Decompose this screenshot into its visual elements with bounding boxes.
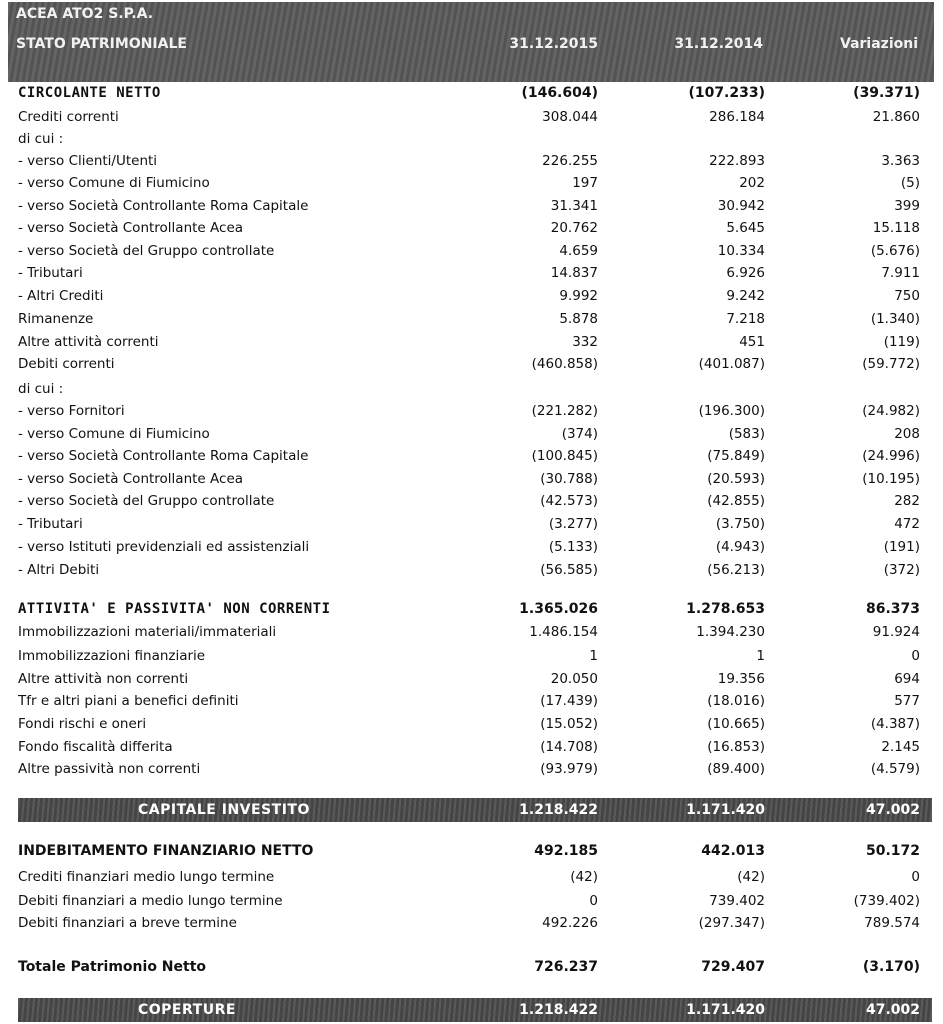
value-2015: 226.255 bbox=[542, 153, 598, 169]
row-label: Immobilizzazioni finanziarie bbox=[18, 648, 206, 664]
value-2014: 6.926 bbox=[726, 265, 765, 281]
row-label: di cui : bbox=[18, 381, 64, 397]
value-2014: 19.356 bbox=[717, 671, 765, 687]
value-2015: 197 bbox=[572, 175, 598, 191]
value-2015: 1.365.026 bbox=[519, 601, 598, 617]
value-2014: (583) bbox=[728, 426, 765, 442]
value-2014: 202 bbox=[739, 175, 765, 191]
value-2014: (18.016) bbox=[707, 693, 765, 709]
value-variazioni: 91.924 bbox=[872, 624, 920, 640]
row-label: - verso Società del Gruppo controllate bbox=[18, 493, 275, 509]
value-variazioni: (5) bbox=[900, 175, 920, 191]
band-label: CAPITALE INVESTITO bbox=[138, 802, 310, 818]
row-label: - verso Società Controllante Acea bbox=[18, 471, 244, 487]
value-2015: (56.585) bbox=[540, 562, 598, 578]
band-label: COPERTURE bbox=[138, 1002, 236, 1018]
value-variazioni: (4.579) bbox=[870, 761, 920, 777]
band-value-2014: 1.171.420 bbox=[686, 802, 765, 818]
table-row bbox=[18, 912, 924, 934]
column-header-variazioni: Variazioni bbox=[840, 36, 918, 52]
table-row bbox=[18, 490, 924, 512]
value-2014: (20.593) bbox=[707, 471, 765, 487]
table-row bbox=[18, 285, 924, 307]
table-row bbox=[18, 217, 924, 239]
row-label: - Altri Crediti bbox=[18, 288, 104, 304]
table-row bbox=[18, 195, 924, 217]
value-2014: (196.300) bbox=[698, 403, 765, 419]
table-row bbox=[18, 150, 924, 172]
table-row bbox=[18, 690, 924, 712]
row-label: - verso Comune di Fiumicino bbox=[18, 175, 210, 191]
value-variazioni: 50.172 bbox=[865, 843, 920, 859]
value-variazioni: 399 bbox=[894, 198, 920, 214]
row-label: - verso Società Controllante Roma Capitale bbox=[18, 448, 309, 464]
value-2015: 308.044 bbox=[542, 109, 598, 125]
table-row bbox=[18, 128, 924, 150]
value-2015: 20.762 bbox=[550, 220, 598, 236]
value-variazioni: 472 bbox=[894, 516, 920, 532]
table-row bbox=[18, 536, 924, 558]
value-2014: (89.400) bbox=[707, 761, 765, 777]
table-row bbox=[18, 308, 924, 330]
value-2015: (221.282) bbox=[531, 403, 598, 419]
value-2015: 492.185 bbox=[534, 843, 598, 859]
band-value-2015: 1.218.422 bbox=[519, 1002, 598, 1018]
table-row bbox=[18, 378, 924, 400]
table-row bbox=[18, 668, 924, 690]
value-variazioni: 86.373 bbox=[865, 601, 920, 617]
row-label: - verso Comune di Fiumicino bbox=[18, 426, 210, 442]
table-row bbox=[18, 331, 924, 353]
value-2014: 1.278.653 bbox=[686, 601, 765, 617]
value-2014: (107.233) bbox=[688, 85, 765, 101]
row-label: di cui : bbox=[18, 131, 64, 147]
value-2015: 9.992 bbox=[559, 288, 598, 304]
table-row bbox=[18, 445, 924, 467]
value-2015: (42.573) bbox=[540, 493, 598, 509]
value-variazioni: 3.363 bbox=[881, 153, 920, 169]
table-row bbox=[18, 423, 924, 445]
row-label: Immobilizzazioni materiali/immateriali bbox=[18, 624, 277, 640]
value-2014: 286.184 bbox=[709, 109, 765, 125]
value-2014: (401.087) bbox=[698, 356, 765, 372]
value-2014: 7.218 bbox=[726, 311, 765, 327]
band-value-2015: 1.218.422 bbox=[519, 802, 598, 818]
value-2015: (460.858) bbox=[531, 356, 598, 372]
value-variazioni: 0 bbox=[911, 648, 920, 664]
value-2014: 442.013 bbox=[701, 843, 765, 859]
section-total-row bbox=[18, 956, 924, 978]
value-2015: 0 bbox=[589, 893, 598, 909]
value-2015: (5.133) bbox=[548, 539, 598, 555]
value-variazioni: (4.387) bbox=[870, 716, 920, 732]
row-label: Debiti finanziari a medio lungo termine bbox=[18, 893, 283, 909]
value-2014: 739.402 bbox=[709, 893, 765, 909]
row-label: CIRCOLANTE NETTO bbox=[18, 85, 161, 101]
table-row bbox=[18, 240, 924, 262]
row-label: Crediti correnti bbox=[18, 109, 119, 125]
value-variazioni: 750 bbox=[894, 288, 920, 304]
value-2014: (16.853) bbox=[707, 739, 765, 755]
value-variazioni: 2.145 bbox=[881, 739, 920, 755]
value-2014: 222.893 bbox=[709, 153, 765, 169]
value-2014: 9.242 bbox=[726, 288, 765, 304]
row-label: - verso Clienti/Utenti bbox=[18, 153, 158, 169]
value-2015: 1.486.154 bbox=[529, 624, 598, 640]
row-label: Totale Patrimonio Netto bbox=[18, 959, 207, 975]
row-label: Fondo fiscalità differita bbox=[18, 739, 173, 755]
row-label: - verso Fornitori bbox=[18, 403, 125, 419]
value-variazioni: (59.772) bbox=[862, 356, 920, 372]
row-label: - Altri Debiti bbox=[18, 562, 100, 578]
value-2014: 451 bbox=[739, 334, 765, 350]
value-2014: 5.645 bbox=[726, 220, 765, 236]
value-2014: (75.849) bbox=[707, 448, 765, 464]
value-2014: 10.334 bbox=[717, 243, 765, 259]
value-2014: 1.394.230 bbox=[696, 624, 765, 640]
value-2014: (42) bbox=[737, 869, 765, 885]
value-2014: 1 bbox=[756, 648, 765, 664]
value-variazioni: (5.676) bbox=[870, 243, 920, 259]
value-variazioni: 0 bbox=[911, 869, 920, 885]
value-variazioni: (10.195) bbox=[862, 471, 920, 487]
row-label: Altre attività correnti bbox=[18, 334, 159, 350]
table-row bbox=[18, 621, 924, 643]
value-variazioni: 694 bbox=[894, 671, 920, 687]
value-2014: 729.407 bbox=[701, 959, 765, 975]
value-variazioni: (372) bbox=[883, 562, 920, 578]
band-value-variazioni: 47.002 bbox=[865, 802, 920, 818]
row-label: - verso Società del Gruppo controllate bbox=[18, 243, 275, 259]
value-variazioni: 282 bbox=[894, 493, 920, 509]
value-variazioni: 7.911 bbox=[881, 265, 920, 281]
value-2015: (100.845) bbox=[531, 448, 598, 464]
row-label: Debiti finanziari a breve termine bbox=[18, 915, 237, 931]
value-2014: (10.665) bbox=[707, 716, 765, 732]
table-row bbox=[18, 353, 924, 375]
value-2014: (56.213) bbox=[707, 562, 765, 578]
table-row bbox=[18, 866, 924, 888]
company-name: ACEA ATO2 S.P.A. bbox=[16, 6, 154, 22]
section-total-row bbox=[18, 598, 924, 620]
row-label: Tfr e altri piani a benefici definiti bbox=[18, 693, 239, 709]
value-2015: 14.837 bbox=[550, 265, 598, 281]
table-row bbox=[18, 172, 924, 194]
row-label: Altre passività non correnti bbox=[18, 761, 201, 777]
capitale-investito-band bbox=[18, 798, 932, 822]
table-row bbox=[18, 713, 924, 735]
row-label: INDEBITAMENTO FINANZIARIO NETTO bbox=[18, 843, 314, 859]
value-2014: (4.943) bbox=[715, 539, 765, 555]
table-header bbox=[8, 2, 934, 82]
row-label: Debiti correnti bbox=[18, 356, 115, 372]
table-row bbox=[18, 559, 924, 581]
table-row bbox=[18, 262, 924, 284]
value-2014: (3.750) bbox=[715, 516, 765, 532]
value-2015: 4.659 bbox=[559, 243, 598, 259]
value-2015: 5.878 bbox=[559, 311, 598, 327]
row-label: - verso Società Controllante Acea bbox=[18, 220, 244, 236]
value-variazioni: 15.118 bbox=[872, 220, 920, 236]
value-2015: 1 bbox=[589, 648, 598, 664]
value-variazioni: (191) bbox=[883, 539, 920, 555]
table-row bbox=[18, 758, 924, 780]
value-2014: (297.347) bbox=[698, 915, 765, 931]
value-2015: 726.237 bbox=[534, 959, 598, 975]
row-label: Altre attività non correnti bbox=[18, 671, 189, 687]
value-2015: 31.341 bbox=[550, 198, 598, 214]
row-label: Crediti finanziari medio lungo termine bbox=[18, 869, 275, 885]
row-label: - Tributari bbox=[18, 516, 83, 532]
value-2015: (30.788) bbox=[540, 471, 598, 487]
value-variazioni: 21.860 bbox=[872, 109, 920, 125]
value-2015: 20.050 bbox=[550, 671, 598, 687]
row-label: - Tributari bbox=[18, 265, 83, 281]
section-total-row bbox=[18, 840, 924, 862]
value-2015: (3.277) bbox=[548, 516, 598, 532]
value-variazioni: 577 bbox=[894, 693, 920, 709]
value-variazioni: (24.982) bbox=[862, 403, 920, 419]
band-value-2014: 1.171.420 bbox=[686, 1002, 765, 1018]
value-2014: 30.942 bbox=[717, 198, 765, 214]
value-variazioni: 789.574 bbox=[864, 915, 920, 931]
value-variazioni: (24.996) bbox=[862, 448, 920, 464]
row-label: - verso Istituti previdenziali ed assistenziali bbox=[18, 539, 310, 555]
row-label: Fondi rischi e oneri bbox=[18, 716, 147, 732]
band-value-variazioni: 47.002 bbox=[865, 1002, 920, 1018]
value-variazioni: 208 bbox=[894, 426, 920, 442]
value-2015: (17.439) bbox=[540, 693, 598, 709]
table-row bbox=[18, 513, 924, 535]
row-label: - verso Società Controllante Roma Capitale bbox=[18, 198, 309, 214]
value-2015: (374) bbox=[561, 426, 598, 442]
value-2015: (146.604) bbox=[521, 85, 598, 101]
value-2015: (42) bbox=[570, 869, 598, 885]
row-label: ATTIVITA' E PASSIVITA' NON CORRENTI bbox=[18, 601, 331, 617]
value-2015: 492.226 bbox=[542, 915, 598, 931]
value-2015: (15.052) bbox=[540, 716, 598, 732]
row-label: Rimanenze bbox=[18, 311, 94, 327]
section-total-row bbox=[18, 82, 924, 104]
table-row bbox=[18, 890, 924, 912]
value-variazioni: (739.402) bbox=[853, 893, 920, 909]
table-title: STATO PATRIMONIALE bbox=[16, 36, 187, 52]
column-header-2015: 31.12.2015 bbox=[509, 36, 598, 52]
value-variazioni: (39.371) bbox=[853, 85, 920, 101]
table-row bbox=[18, 468, 924, 490]
table-row bbox=[18, 106, 924, 128]
value-2015: (14.708) bbox=[540, 739, 598, 755]
value-2014: (42.855) bbox=[707, 493, 765, 509]
value-2015: 332 bbox=[572, 334, 598, 350]
value-variazioni: (119) bbox=[883, 334, 920, 350]
table-row bbox=[18, 645, 924, 667]
value-variazioni: (3.170) bbox=[862, 959, 920, 975]
coperture-band bbox=[18, 998, 932, 1022]
value-variazioni: (1.340) bbox=[870, 311, 920, 327]
table-row bbox=[18, 400, 924, 422]
table-row bbox=[18, 736, 924, 758]
column-header-2014: 31.12.2014 bbox=[674, 36, 763, 52]
value-2015: (93.979) bbox=[540, 761, 598, 777]
